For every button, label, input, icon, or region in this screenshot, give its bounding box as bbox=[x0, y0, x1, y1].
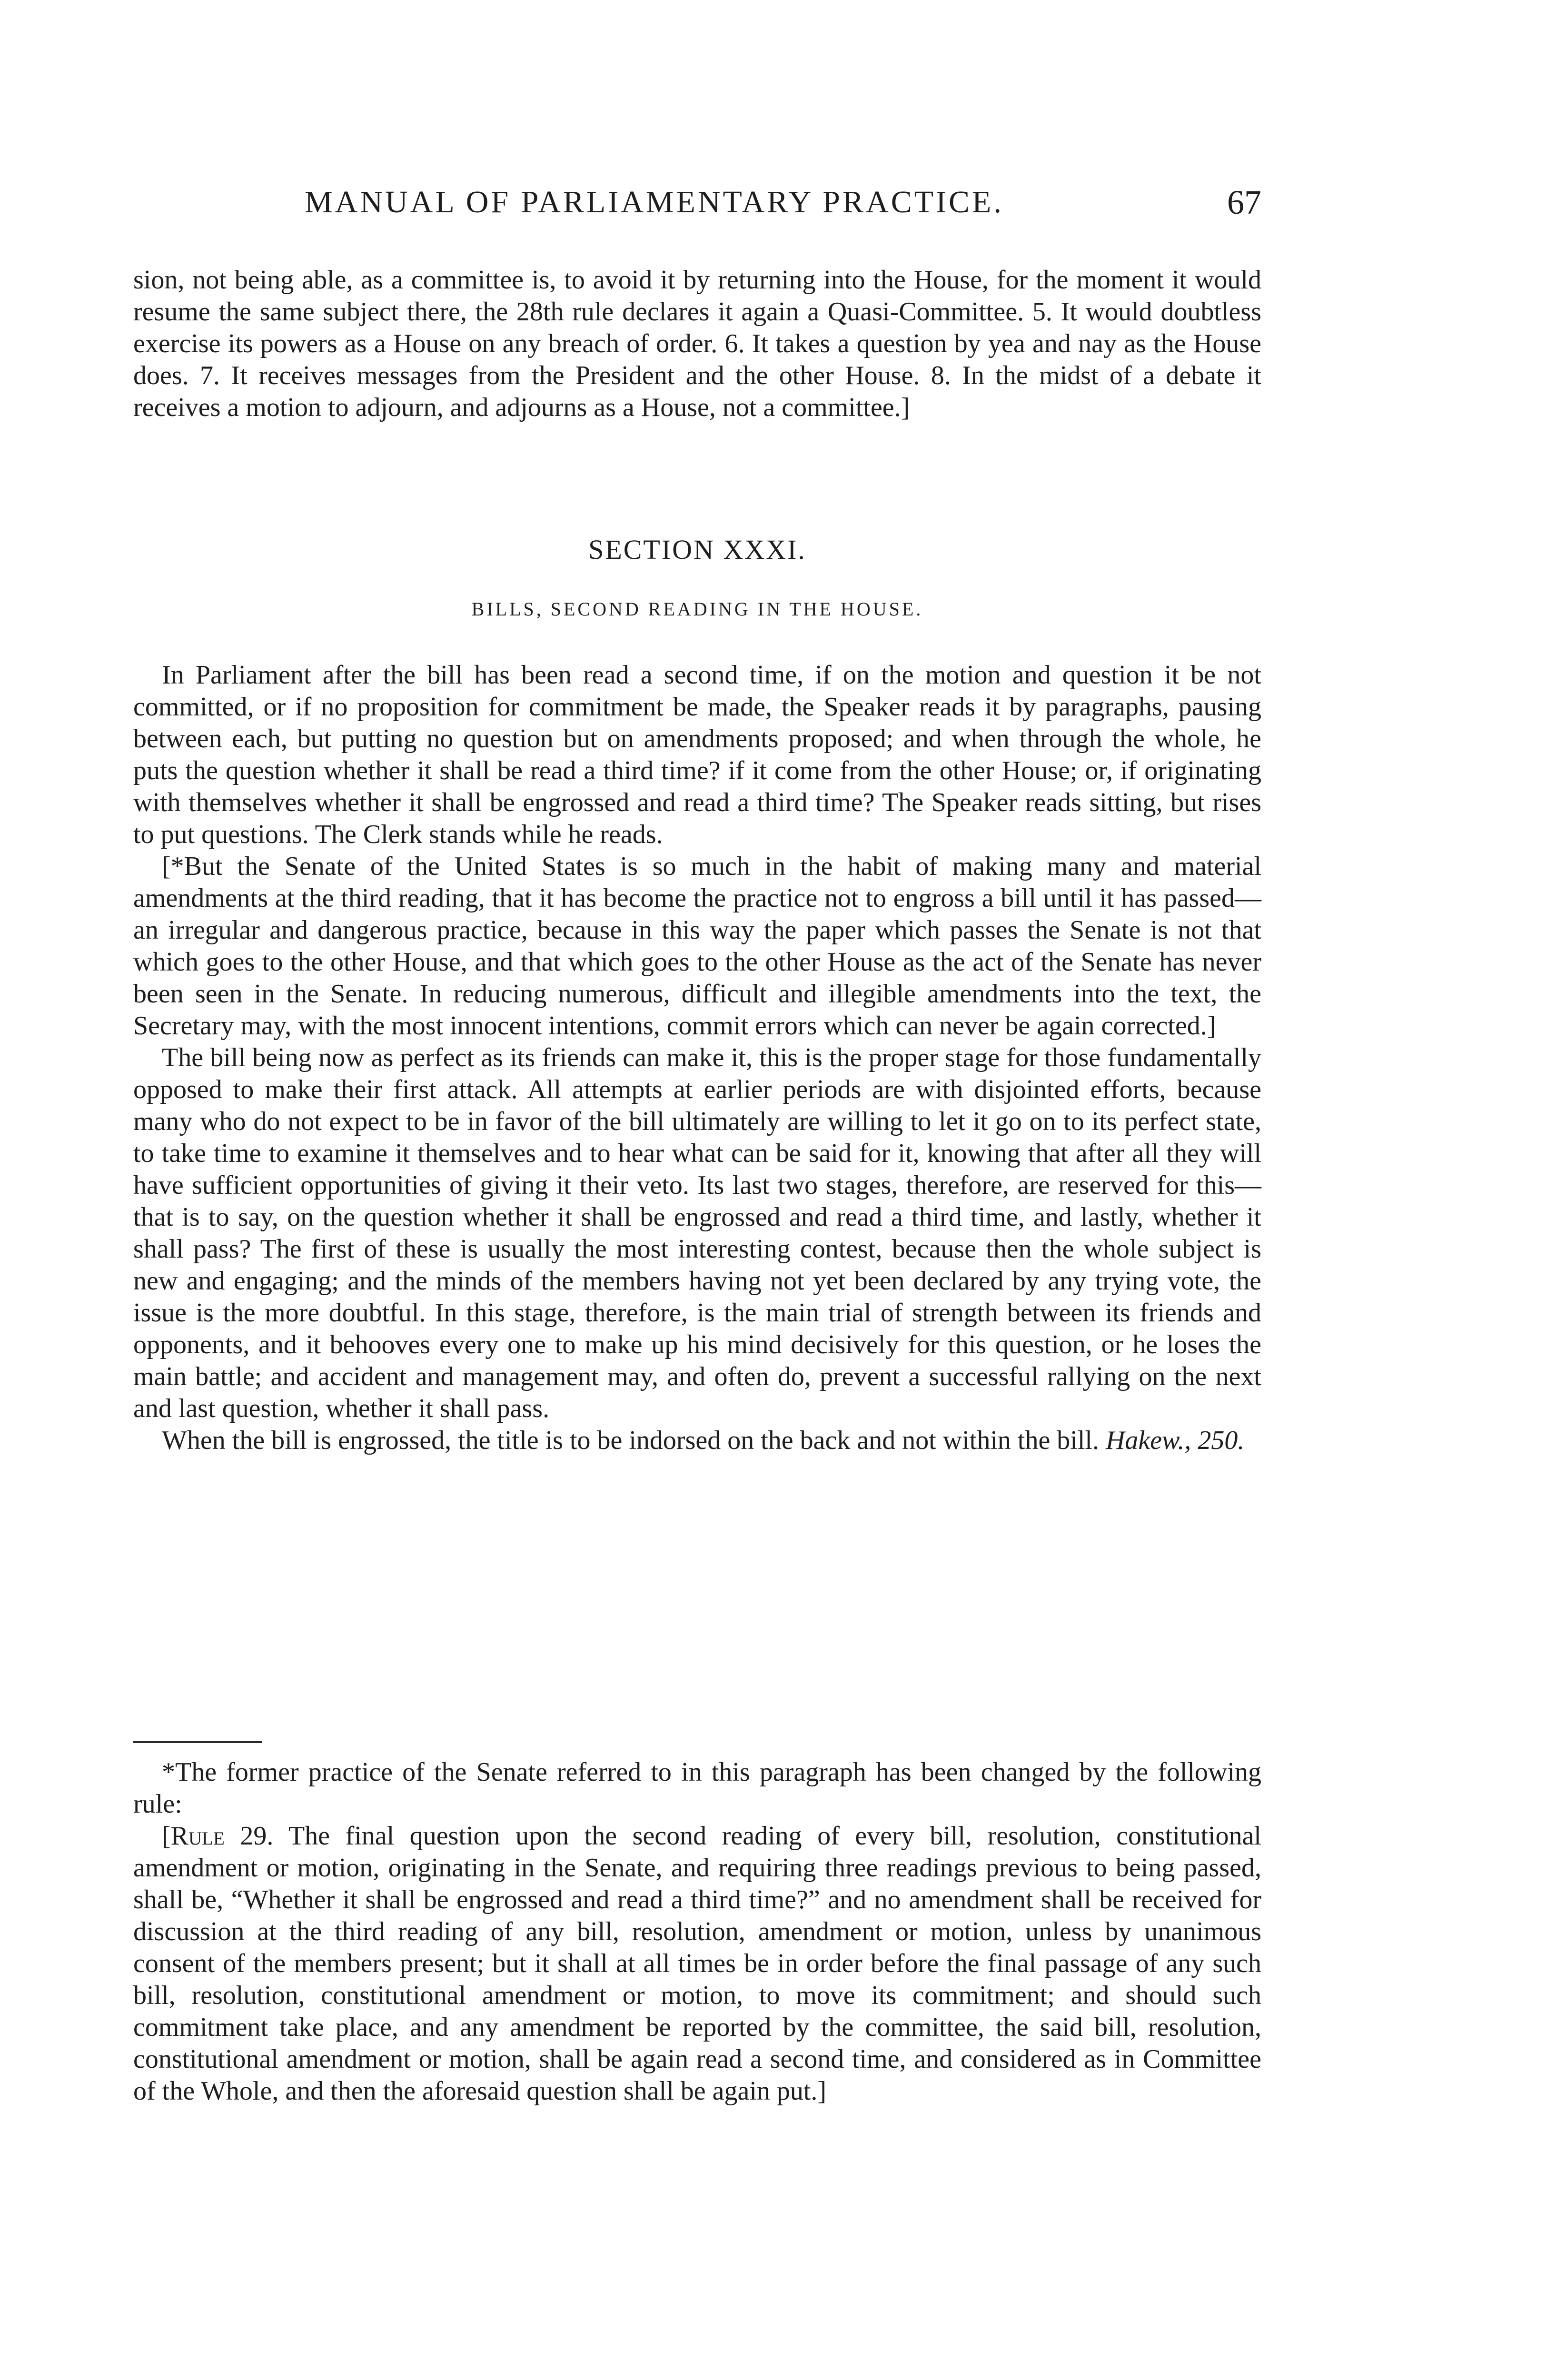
footnote-rule-text bbox=[133, 1820, 1261, 2107]
section-body bbox=[133, 659, 1261, 1457]
rule-body: The final question upon the second reading of every bill, resolution, constitutional amendment or motion, originating in the Senate, and requiring three readings previous to being passed, shall be, “Whether it shall be engrossed and read a third time?” and no amendment shall be received for discussion at the third reading of any bill, resolution, amendment or motion, unless by unanimous consent of the members present; but it shall at all times be in order before the final passage of any such bill, resolution, constitutional amendment or motion, to move its commitment; and should such commitment take place, and any amendment be reported by the committee, the said bill, resolution, constitutional amendment or motion, shall be again read a second time, and considered as in Committee of the Whole, and then the aforesaid question shall be again put.] bbox=[133, 1821, 1261, 2106]
continued-paragraph: sion, not being able, as a committee is, to avoid it by returning into the House, for the moment it would resume the same subject there, the 28th rule declares it again a Quasi-Committee. 5. It would doubtless exercise its powers as a House on any breach of order. 6. It takes a question by yea and nay as the House does. 7. It receives messages from the President and the other House. 8. In the midst of a debate it receives a motion to adjourn, and adjourns as a House, not a committee.] bbox=[133, 265, 1261, 422]
page-number: 67 bbox=[1227, 183, 1261, 221]
footnote-divider bbox=[133, 1741, 262, 1743]
paragraph-proper-stage: The bill being now as perfect as its friends can make it, this is the proper stage for those fundamentally opposed to make their first attack. All attempts at earlier periods are with disjointed efforts, because many who do not expect to be in favor of the bill ultimately are willing to let it go on to its perfect state, to take time to examine it themselves and to hear what can be said for it, knowing that after all they will have sufficient opportunities of giving it their veto. Its last two stages, therefore, are reserved for this—that is to say, on the question whether it shall be engrossed and read a third time, and lastly, whether it shall pass? The first of these is usually the most interesting contest, because then the whole subject is new and engaging; and the minds of the members having not yet been declared by any trying vote, the issue is the more doubtful. In this stage, therefore, is the main trial of strength between its friends and opponents, and it behooves every one to make up his mind decisively for this question, or he loses the main battle; and accident and management may, and often do, prevent a successful rallying on the next and last question, whether it shall pass. bbox=[133, 1043, 1261, 1423]
footnote-block bbox=[133, 1756, 1261, 2107]
section-subtitle: BILLS, SECOND READING IN THE HOUSE. bbox=[471, 598, 923, 620]
paragraph-parliament: In Parliament after the bill has been read a second time, if on the motion and question it be not committed, or if no proposition for commitment be made, the Speaker reads it by paragraphs, pausing between each, but putting no question but on amendments proposed; and when through the whole, he puts the question whether it shall be read a third time? if it come from the other House; or, if originating with themselves whether it shall be engrossed and read a third time? The Speaker reads sitting, but rises to put questions. The Clerk stands while he reads. bbox=[133, 660, 1261, 849]
rule-label: Rule 29. bbox=[170, 1821, 274, 1851]
footnote-intro: *The former practice of the Senate referred to in this paragraph has been changed by the following rule: bbox=[133, 1757, 1261, 1819]
continued-paragraph-block bbox=[133, 264, 1261, 424]
paragraph-engrossed bbox=[133, 1425, 1261, 1457]
paragraph-senate-practice: [*But the Senate of the United States is so much in the habit of making many and material amendments at the third reading, that it has become the practice not to engross a bill until it has passed—an irregular and dangerous practice, because in this way the paper which passes the Senate is not that which goes to the other House, and that which goes to the other House as the act of the Senate has never been seen in the Senate. In reducing numerous, difficult and illegible amendments into the text, the Secretary may, with the most innocent intentions, commit errors which can never be again corrected.] bbox=[133, 852, 1261, 1041]
citation: Hakew., 250. bbox=[1105, 1426, 1245, 1455]
paragraph-engrossed-text: When the bill is engrossed, the title is to be indorsed on the back and not within the bill. bbox=[162, 1426, 1099, 1455]
running-title: MANUAL OF PARLIAMENTARY PRACTICE. bbox=[305, 185, 1004, 219]
running-header bbox=[133, 178, 1261, 226]
section-title: SECTION XXXI. bbox=[588, 534, 806, 565]
rule-bracket: [ bbox=[162, 1821, 171, 1851]
